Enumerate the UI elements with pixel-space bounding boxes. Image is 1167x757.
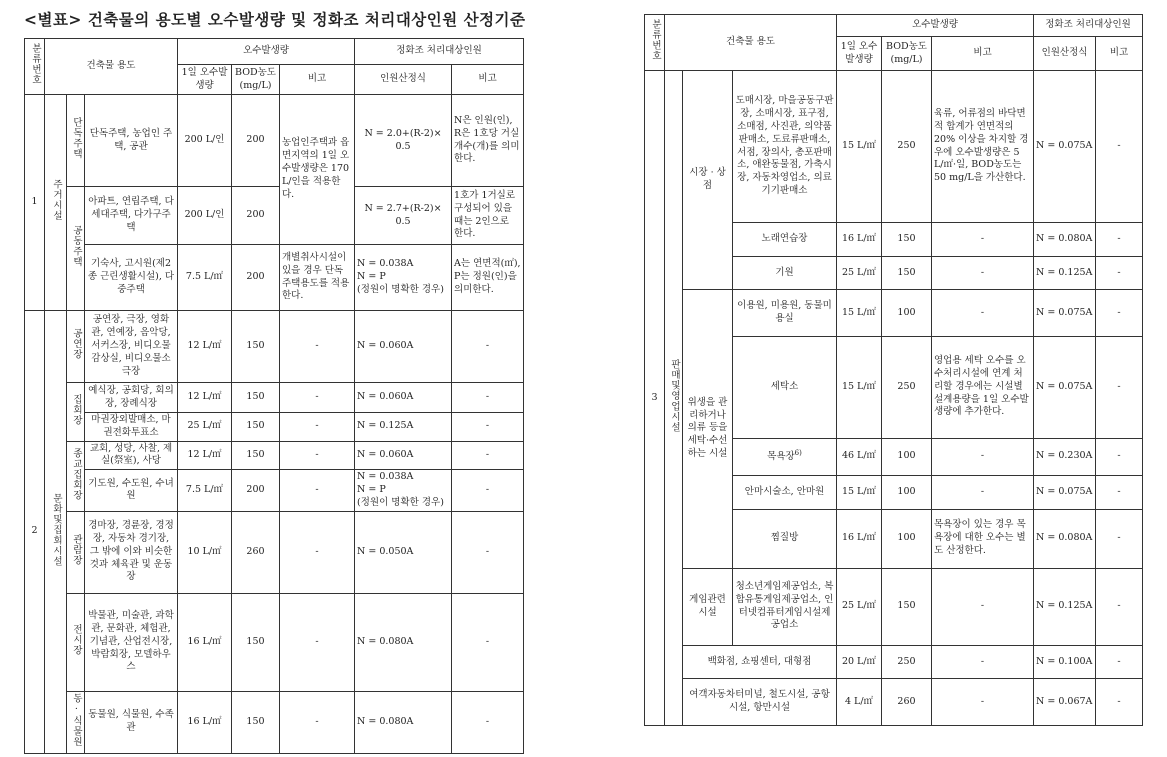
header-daily: 1일 오수발생량 [178, 65, 232, 95]
use-cell: 기숙사, 고시원(제2종 근린생활시설), 다중주택 [85, 245, 178, 311]
remark2-cell: - [452, 311, 524, 383]
use-cell: 찜질방 [733, 509, 837, 568]
use-cell: 백화점, 쇼핑센터, 대형점 [683, 645, 837, 679]
formula-cell: N = 0.060A [355, 311, 452, 383]
subclass-cell: 전시장 [67, 593, 85, 691]
remark2-cell: - [452, 383, 524, 413]
left-standards-table [24, 38, 524, 754]
remark-cell: - [932, 568, 1034, 645]
table-row [645, 679, 1143, 726]
daily-cell: 20 L/㎡ [837, 645, 882, 679]
use-cell: 노래연습장 [733, 223, 837, 257]
use-cell: 경마장, 경륜장, 경정장, 자동차 경기장, 그 밖에 이와 비슷한 것과 체육관 및 운동장 [85, 511, 178, 593]
formula-cell: N = 0.100A [1034, 645, 1096, 679]
remark2-cell: - [1096, 70, 1143, 222]
bod-cell: 150 [882, 568, 932, 645]
subclass-cell: 시장 · 상점 [683, 70, 733, 289]
daily-cell: 15 L/㎡ [837, 336, 882, 438]
header-class-no: 분류번호 [25, 39, 45, 95]
subclass-cell: 게임관련 시설 [683, 568, 733, 645]
document-title: <별표> 건축물의 용도별 오수발생량 및 정화조 처리대상인원 산정기준 [24, 10, 526, 29]
subclass-cell: 동·식물원 [67, 691, 85, 753]
formula-cell [355, 245, 452, 311]
remark-cell: - [932, 256, 1034, 290]
header-remark2: 비고 [452, 65, 524, 95]
formula-line: (정원이 명확한 경우) [357, 283, 444, 295]
formula-cell: N = 0.060A [355, 383, 452, 413]
header-bod: BOD농도(mg/L) [882, 37, 932, 71]
use-cell: 예식장, 공회당, 회의장, 장례식장 [85, 383, 178, 413]
formula-line: N = P [357, 271, 386, 283]
remark2-cell: - [1096, 509, 1143, 568]
header-row-1 [645, 15, 1143, 37]
class-name-cell: 문화및집회시설 [45, 311, 67, 754]
bod-cell: 150 [232, 691, 280, 753]
daily-cell: 16 L/㎡ [178, 691, 232, 753]
table-row [25, 470, 524, 511]
bod-cell: 100 [882, 290, 932, 337]
subclass-cell: 종교집회장 [67, 441, 85, 511]
remark2-cell: - [1096, 223, 1143, 257]
table-row [25, 413, 524, 442]
bod-cell: 250 [882, 70, 932, 222]
remark2-cell: - [1096, 679, 1143, 726]
remark-cell: - [932, 679, 1034, 726]
use-cell: 아파트, 연립주택, 다세대주택, 다가구주택 [85, 187, 178, 245]
bod-cell: 260 [232, 511, 280, 593]
formula-cell: N = 0.080A [355, 593, 452, 691]
bod-cell: 200 [232, 470, 280, 511]
use-cell: 공연장, 극장, 영화관, 연예장, 음악당, 서커스장, 비디오물감상실, 비디오물소극장 [85, 311, 178, 383]
header-building-use: 건축물 용도 [665, 15, 837, 71]
bod-cell: 150 [232, 593, 280, 691]
remark-cell: - [280, 383, 355, 413]
formula-cell: N = 0.080A [1034, 223, 1096, 257]
table-row [25, 311, 524, 383]
daily-cell: 25 L/㎡ [837, 568, 882, 645]
formula-cell: N = 0.230A [1034, 438, 1096, 476]
remark-cell: 영업용 세탁 오수를 오수처리시설에 연계 처리할 경우에는 시설별 설계용량을 1일 오수발생량에 추가한다. [932, 336, 1034, 438]
table-row [25, 691, 524, 753]
remark-cell: 개별취사시설이 있을 경우 단독주택용도를 적용한다. [280, 245, 355, 311]
formula-cell: N = 0.075A [1034, 290, 1096, 337]
bod-cell: 200 [232, 95, 280, 187]
header-septic: 정화조 처리대상인원 [355, 39, 524, 65]
bod-cell: 250 [882, 645, 932, 679]
class-no-cell: 3 [645, 70, 665, 725]
table-row [25, 441, 524, 470]
formula-cell: N = 0.125A [1034, 568, 1096, 645]
daily-cell: 10 L/㎡ [178, 511, 232, 593]
daily-cell: 200 L/인 [178, 187, 232, 245]
use-cell: 안마시술소, 안마원 [733, 476, 837, 510]
formula-cell: N = 0.080A [355, 691, 452, 753]
use-cell: 세탁소 [733, 336, 837, 438]
right-standards-table [644, 14, 1143, 726]
bod-cell: 150 [232, 383, 280, 413]
formula-cell: N = 0.125A [1034, 256, 1096, 290]
table-row [645, 290, 1143, 337]
subclass-cell: 위생을 관리하거나 의류 등을 세탁·수선하는 시설 [683, 290, 733, 568]
formula-line: (정원이 명확한 경우) [357, 496, 444, 508]
use-cell: 기원 [733, 256, 837, 290]
remark-cell: 육류, 어류점의 바닥면적 합계가 연면적의 20% 이상을 차지할 경우에 오수발생량은 5 L/㎡·일, BOD농도는 50 mg/L을 가산한다. [932, 70, 1034, 222]
daily-cell: 15 L/㎡ [837, 70, 882, 222]
bod-cell: 150 [232, 311, 280, 383]
remark-cell: - [932, 290, 1034, 337]
remark2-cell: - [1096, 476, 1143, 510]
daily-cell: 7.5 L/㎡ [178, 245, 232, 311]
remark2-cell: - [452, 691, 524, 753]
daily-cell: 16 L/㎡ [837, 223, 882, 257]
bod-cell: 150 [232, 441, 280, 470]
use-cell: 단독주택, 농업인 주택, 공관 [85, 95, 178, 187]
header-sewage: 오수발생량 [837, 15, 1034, 37]
remark2-cell: - [452, 470, 524, 511]
remark2-cell: 1호가 1거실로 구성되어 있을 때는 2인으로 한다. [452, 187, 524, 245]
remark2-cell: - [1096, 645, 1143, 679]
header-remark2: 비고 [1096, 37, 1143, 71]
use-cell: 여객자동차터미널, 철도시설, 공항시설, 항만시설 [683, 679, 837, 726]
use-cell: 동물원, 식물원, 수족관 [85, 691, 178, 753]
daily-cell: 16 L/㎡ [178, 593, 232, 691]
daily-cell: 25 L/㎡ [178, 413, 232, 442]
use-cell: 교회, 성당, 사찰, 제실(祭室), 사당 [85, 441, 178, 470]
remark-cell: - [932, 476, 1034, 510]
remark-cell: - [280, 441, 355, 470]
header-formula: 인원산정식 [355, 65, 452, 95]
header-building-use: 건축물 용도 [45, 39, 178, 95]
remark2-cell: - [452, 413, 524, 442]
table-row [645, 70, 1143, 222]
remark-cell: - [280, 593, 355, 691]
remark-cell: - [932, 438, 1034, 476]
formula-cell: N = 0.060A [355, 441, 452, 470]
header-daily: 1일 오수발생량 [837, 37, 882, 71]
subclass-cell: 단독주택 [67, 95, 85, 187]
daily-cell: 16 L/㎡ [837, 509, 882, 568]
table-row [25, 511, 524, 593]
bod-cell: 150 [882, 256, 932, 290]
remark-cell: - [280, 691, 355, 753]
formula-cell: N = 0.075A [1034, 70, 1096, 222]
bod-cell: 100 [882, 509, 932, 568]
remark2-cell: - [1096, 256, 1143, 290]
formula-line: N = 0.038A [357, 258, 414, 270]
class-name-cell: 주거시설 [45, 95, 67, 311]
remark-cell: - [280, 413, 355, 442]
remark2-cell: - [452, 593, 524, 691]
remark2-cell: - [1096, 438, 1143, 476]
use-cell: 도매시장, 마을공동구판장, 소매시장, 표구점, 소매점, 사진관, 의약품판매소, 도료류판매소, 서점, 장의사, 총포판매소, 애완동물점, 가축시장, 자동차영업소, 의료기기판매소 [733, 70, 837, 222]
use-cell: 목욕장$^{6)}$ [733, 438, 837, 476]
daily-cell: 46 L/㎡ [837, 438, 882, 476]
class-name-cell: 판매및영업시설 [665, 70, 683, 725]
subclass-cell: 공연장 [67, 311, 85, 383]
subclass-cell: 관람장 [67, 511, 85, 593]
bod-cell: 150 [232, 413, 280, 442]
remark2-cell: - [452, 441, 524, 470]
daily-cell: 7.5 L/㎡ [178, 470, 232, 511]
remark-cell: 농업인주택과 읍면지역의 1일 오수발생량은 170 L/인을 적용한다. [280, 95, 355, 245]
formula-cell: N = 0.075A [1034, 336, 1096, 438]
remark2-cell: - [1096, 568, 1143, 645]
remark2-cell: N은 인원(인), R은 1호당 거실 개수(개)를 의미한다. [452, 95, 524, 187]
table-row [645, 645, 1143, 679]
header-remark: 비고 [932, 37, 1034, 71]
header-class-no: 분류번호 [645, 15, 665, 71]
bod-cell: 250 [882, 336, 932, 438]
formula-cell: N = 0.067A [1034, 679, 1096, 726]
bod-cell: 100 [882, 476, 932, 510]
formula-cell: N = 0.075A [1034, 476, 1096, 510]
remark2-cell: A는 연면적(㎡), P는 정원(인)을 의미한다. [452, 245, 524, 311]
header-formula: 인원산정식 [1034, 37, 1096, 71]
daily-cell: 25 L/㎡ [837, 256, 882, 290]
remark-cell: - [280, 470, 355, 511]
table-row [645, 568, 1143, 645]
formula-line: N = P [357, 484, 386, 496]
table-row [25, 245, 524, 311]
daily-cell: 12 L/㎡ [178, 383, 232, 413]
header-row-1 [25, 39, 524, 65]
daily-cell: 12 L/㎡ [178, 441, 232, 470]
header-sewage: 오수발생량 [178, 39, 355, 65]
use-cell: 박물관, 미술관, 과학관, 문화관, 체험관, 기념관, 산업전시장, 박람회장, 모델하우스 [85, 593, 178, 691]
class-no-cell: 1 [25, 95, 45, 311]
bod-cell: 260 [882, 679, 932, 726]
formula-cell: N = 2.7+(R-2)× 0.5 [355, 187, 452, 245]
subclass-cell: 공동주택 [67, 187, 85, 311]
table-row [25, 95, 524, 187]
remark2-cell: - [1096, 290, 1143, 337]
use-cell: 청소년게임제공업소, 복합유통게임제공업소, 인터넷컴퓨터게임시설제공업소 [733, 568, 837, 645]
table-row [25, 593, 524, 691]
daily-cell: 200 L/인 [178, 95, 232, 187]
formula-cell: N = 0.050A [355, 511, 452, 593]
subclass-cell: 집회장 [67, 383, 85, 442]
formula-cell: N = 2.0+(R-2)× 0.5 [355, 95, 452, 187]
daily-cell: 15 L/㎡ [837, 476, 882, 510]
header-remark: 비고 [280, 65, 355, 95]
class-no-cell: 2 [25, 311, 45, 754]
header-bod: BOD농도(mg/L) [232, 65, 280, 95]
table-row [25, 187, 524, 245]
header-septic: 정화조 처리대상인원 [1034, 15, 1143, 37]
use-cell: 이용원, 미용원, 동물미용실 [733, 290, 837, 337]
remark-cell: - [932, 223, 1034, 257]
use-cell: 마권장외발매소, 마권전화투표소 [85, 413, 178, 442]
remark-cell: - [280, 511, 355, 593]
remark2-cell: - [452, 511, 524, 593]
remark-cell: - [932, 645, 1034, 679]
use-cell: 기도원, 수도원, 수녀원 [85, 470, 178, 511]
daily-cell: 4 L/㎡ [837, 679, 882, 726]
remark-cell: 목욕장이 있는 경우 목욕장에 대한 오수는 별도 산정한다. [932, 509, 1034, 568]
table-row [25, 383, 524, 413]
daily-cell: 15 L/㎡ [837, 290, 882, 337]
bod-cell: 200 [232, 245, 280, 311]
formula-cell: N = 0.080A [1034, 509, 1096, 568]
bod-cell: 200 [232, 187, 280, 245]
bod-cell: 100 [882, 438, 932, 476]
bod-cell: 150 [882, 223, 932, 257]
daily-cell: 12 L/㎡ [178, 311, 232, 383]
formula-cell: N = 0.125A [355, 413, 452, 442]
formula-line: N = 0.038A [357, 471, 414, 483]
remark2-cell: - [1096, 336, 1143, 438]
remark-cell: - [280, 311, 355, 383]
formula-cell [355, 470, 452, 511]
